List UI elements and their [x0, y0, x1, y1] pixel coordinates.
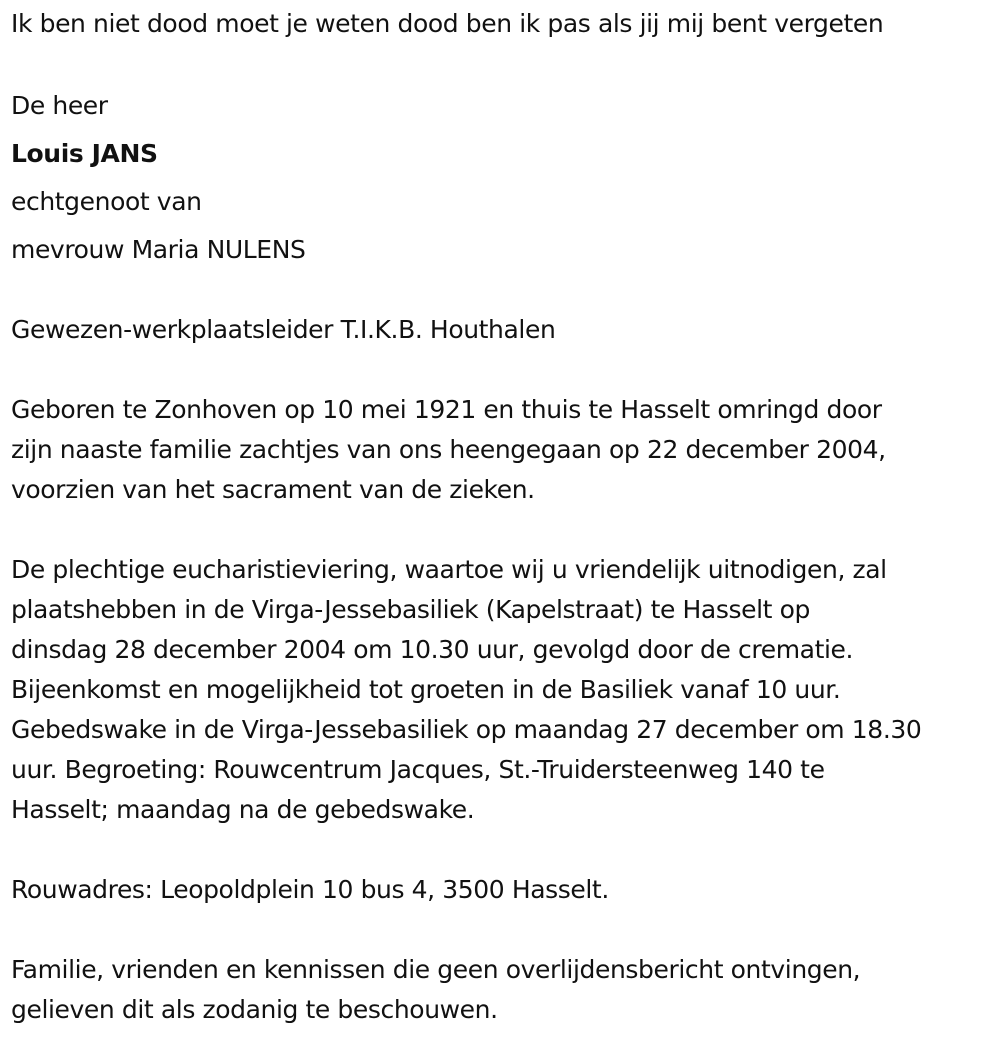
- ceremony-line: Gebedswake in de Virga-Jessebasiliek op maandag 27 december om 18.30: [11, 715, 922, 744]
- mourning-address: Rouwadres: Leopoldplein 10 bus 4, 3500 Hasselt.: [11, 875, 609, 904]
- motto: Ik ben niet dood moet je weten dood ben ik pas als jij mij bent vergeten: [11, 9, 884, 38]
- ceremony-line: uur. Begroeting: Rouwcentrum Jacques, St.-Truidersteenweg 140 te: [11, 755, 825, 784]
- deceased-name: Louis JANS: [11, 139, 158, 168]
- birth-death-line: voorzien van het sacrament van de zieken.: [11, 475, 535, 504]
- ceremony-line: De plechtige eucharistieviering, waartoe wij u vriendelijk uitnodigen, zal: [11, 555, 887, 584]
- relation-label: echtgenoot van: [11, 187, 202, 216]
- ceremony-line: dinsdag 28 december 2004 om 10.30 uur, gevolgd door de crematie.: [11, 635, 854, 664]
- ceremony-line: Hasselt; maandag na de gebedswake.: [11, 795, 475, 824]
- ceremony-line: Bijeenkomst en mogelijkheid tot groeten in de Basiliek vanaf 10 uur.: [11, 675, 841, 704]
- ceremony-line: plaatshebben in de Virga-Jessebasiliek (Kapelstraat) te Hasselt op: [11, 595, 810, 624]
- closing-line: gelieven dit als zodanig te beschouwen.: [11, 995, 498, 1024]
- closing-line: Familie, vrienden en kennissen die geen overlijdensbericht ontvingen,: [11, 955, 861, 984]
- birth-death-line: Geboren te Zonhoven op 10 mei 1921 en thuis te Hasselt omringd door: [11, 395, 882, 424]
- salutation: De heer: [11, 91, 108, 120]
- birth-death-line: zijn naaste familie zachtjes van ons heengegaan op 22 december 2004,: [11, 435, 886, 464]
- spouse-name: mevrouw Maria NULENS: [11, 235, 306, 264]
- occupation: Gewezen-werkplaatsleider T.I.K.B. Houthalen: [11, 315, 556, 344]
